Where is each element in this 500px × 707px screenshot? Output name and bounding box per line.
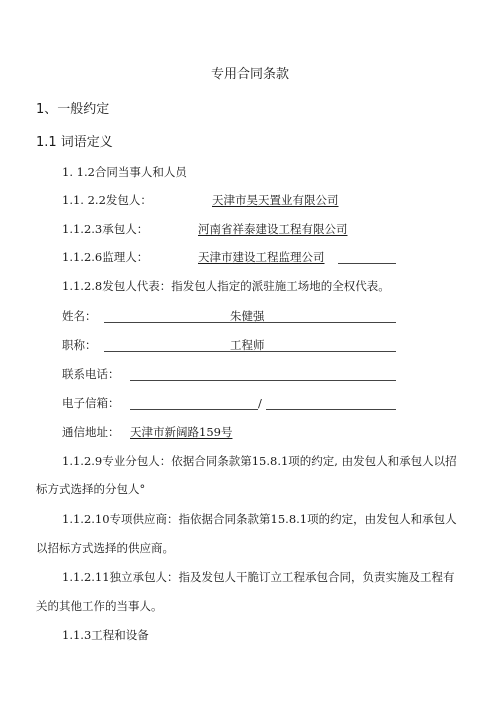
section-heading-general: 1、一般约定: [36, 102, 110, 117]
supplier-definition-line2: 以招标方式选择的供应商。: [36, 541, 174, 555]
supervisor-label: 1.1.2.6监理人：: [62, 250, 149, 264]
clause-works-equipment-heading: 1.1.3工程和设备: [62, 628, 149, 642]
sub-contractor-definition-line2: 标方式选择的分包人°: [36, 482, 146, 496]
name-value: 朱健强: [230, 309, 265, 323]
address-value: 天津市新阔路159号: [130, 425, 233, 439]
supervisor-underline-tail: [338, 263, 396, 264]
rank-value: 工程师: [230, 338, 265, 352]
phone-label: 联系电话：: [62, 367, 120, 381]
name-label: 姓名：: [62, 309, 97, 323]
independent-contractor-line1: 1.1.2.11独立承包人：指及发包人干脆订立工程承包合同，负责实施及工程有: [62, 570, 455, 584]
employer-rep-definition: 1.1.2.8发包人代表：指发包人指定的派驻施工场地的全权代表。: [62, 279, 390, 293]
sub-contractor-definition-line1: 1.1.2.9专业分包人：依据合同条款第15.8.1项的约定, 由发包人和承包人以招: [62, 454, 457, 468]
independent-contractor-line2: 关的其他工作的当事人。: [36, 599, 163, 613]
document-title: 专用合同条款: [210, 67, 289, 82]
email-label: 电子信箱：: [62, 396, 120, 410]
contractor-value: 河南省祥泰建设工程有限公司: [198, 222, 348, 236]
address-label: 通信地址：: [62, 425, 120, 439]
contractor-label: 1.1.2.3承包人：: [62, 222, 149, 236]
employer-label: 1.1. 2.2发包人：: [62, 193, 152, 207]
email-underline-left: [130, 409, 258, 410]
supplier-definition-line1: 1.1.2.10专项供应商：指依据合同条款第15.8.1项的约定，由发包人和承包人: [62, 512, 457, 526]
email-underline-right: [266, 409, 396, 410]
rank-label: 职称：: [62, 338, 97, 352]
employer-value: 天津市昊天置业有限公司: [212, 193, 339, 207]
email-separator: /: [258, 396, 262, 410]
phone-underline: [130, 380, 396, 381]
clause-parties-heading: 1. 1.2合同当事人和人员: [62, 165, 187, 179]
section-heading-definitions: 1.1 词语定义: [36, 135, 113, 150]
supervisor-value: 天津市建设工程监理公司: [198, 250, 325, 264]
